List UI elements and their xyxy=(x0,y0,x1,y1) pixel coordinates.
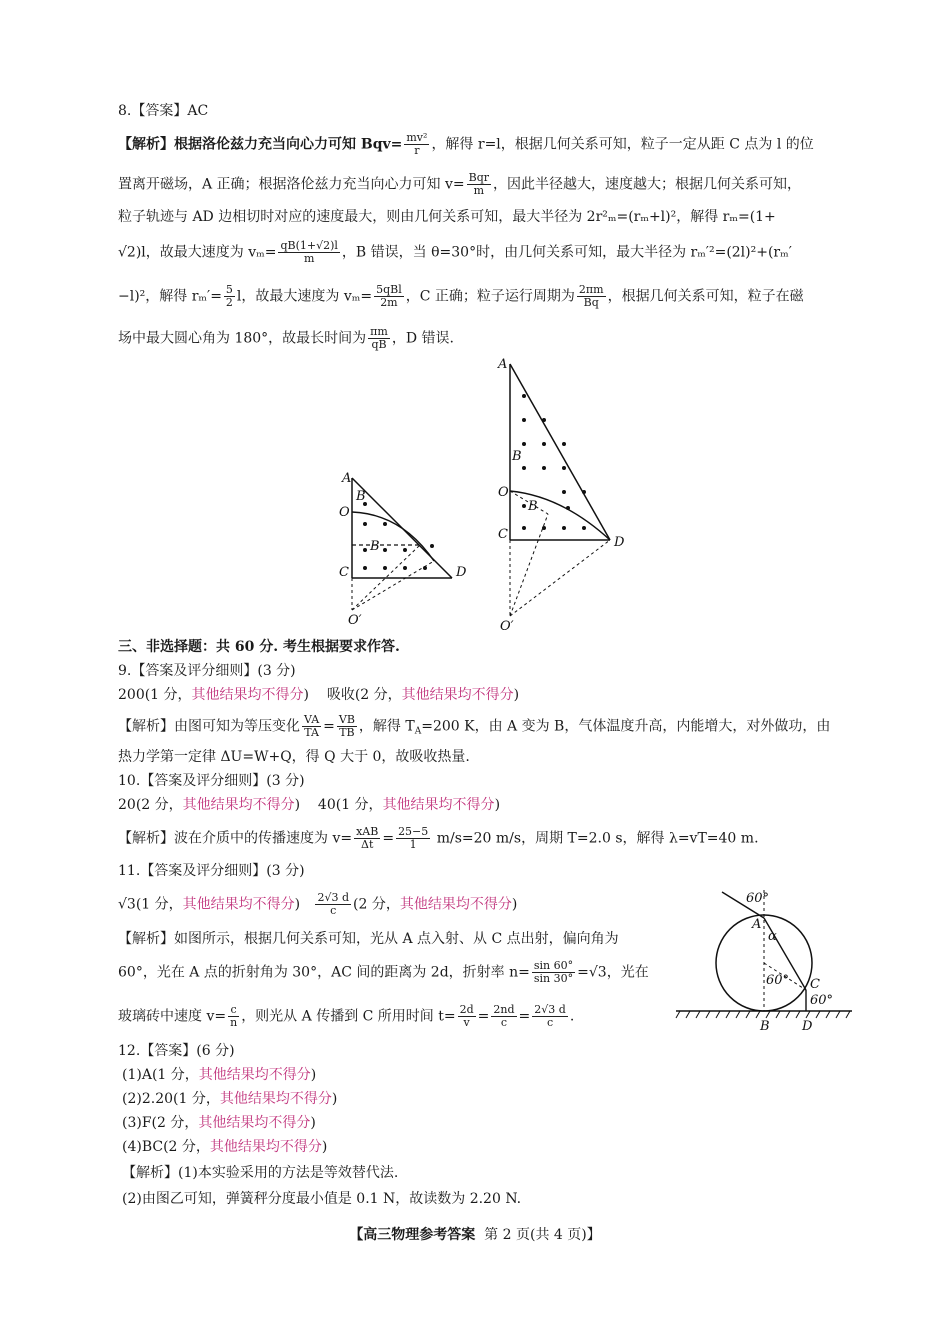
frac-2sqrt3d-c: $\frac{2√3 d}{c}$ xyxy=(317,891,350,917)
large-label-B2: B xyxy=(528,499,538,514)
q12-answer-1: (1)A(1 分，其他结果均不得分) xyxy=(122,1067,317,1083)
q8-line-5: −l)²，解得 rₘ′= $\frac{5}{2}$ l，故最大速度为 vₘ= 5qBl 2m ，C 正确；粒子运行周期为 $\frac{2\pi m}{Bq}$ ，根据几何关系可知，粒子在磁 xyxy=(118,283,804,309)
large-label-O: O xyxy=(498,485,509,500)
q9-heading: 9.【答案及评分细则】(3 分) xyxy=(118,663,296,679)
page-footer: 【高三物理参考答案 第 2 页(共 4 页)】 xyxy=(349,1227,601,1243)
q11-answers: √3(1 分，其他结果均不得分) $\frac{2√3 d}{c}$ (2 分，其他结果均不得分) xyxy=(118,891,518,917)
frac-5qbl-2m: 5qBl 2m xyxy=(376,283,402,309)
small-label-O: O xyxy=(339,505,350,520)
small-label-A: A xyxy=(342,471,352,486)
q8-figure-large xyxy=(492,356,632,636)
q11-figure xyxy=(676,880,856,1040)
q10-heading: 10.【答案及评分细则】(3 分) xyxy=(118,773,305,789)
q11-heading: 11.【答案及评分细则】(3 分) xyxy=(118,863,305,879)
large-label-O2: O′ xyxy=(500,619,514,634)
large-label-B: B xyxy=(512,449,522,464)
frac-xab-dt: xAB Δt xyxy=(356,825,379,851)
fig11-label-alpha: α xyxy=(768,929,777,944)
q8-line-2: 置离开磁场，A 正确；根据洛伦兹力充当向心力可知 v= Bqr m ，因此半径越大，速度越大；根据几何关系可知， xyxy=(118,171,802,197)
frac-mv2-r: $\frac{\text{mv²}}{r}$ xyxy=(406,131,428,157)
large-label-D: D xyxy=(614,535,625,550)
small-label-B2: B xyxy=(370,539,380,554)
q8-l1b: ，解得 r=l，根据几何关系可知，粒子一定从距 C 点为 l 的位 xyxy=(431,136,814,153)
q8-l1a: 【解析】根据洛伦兹力充当向心力可知 Bqv= xyxy=(118,136,403,153)
q10-line-1: 【解析】波在介质中的传播速度为 v= xAB Δt = $\frac{25-5}{1}$ m/s=20 m/s，周期 T=2.0 s，解得 λ=vT=40 m. xyxy=(118,825,759,851)
frac-sin: $\frac{\sin 60^\circ}{\sin 30^\circ}$ xyxy=(533,959,574,985)
q8-figure-small xyxy=(330,460,480,640)
frac-pim-qb: $\frac{\pi m}{qB}$ xyxy=(370,325,388,351)
small-label-D: D xyxy=(456,565,467,580)
q8-answer-heading: 8.【答案】AC xyxy=(118,103,209,119)
q8-line-1 xyxy=(118,132,814,157)
q8-line-4: √2)l，故最大速度为 vₘ= $\frac{qB(1+√2)l}{m}$ ，B 错误，当 θ=30°时，由几何关系可知，最大半径为 rₘ′²=(2l)²+(rₘ′ xyxy=(118,239,792,265)
fig11-label-60-out: 60° xyxy=(810,993,834,1008)
q12-explanation-2: (2)由图乙可知，弹簧秤分度最小值是 0.1 N，故读数为 2.20 N. xyxy=(122,1191,522,1207)
frac-2sqrt3d-c-2: $\frac{2√3 d}{c}$ xyxy=(534,1003,566,1029)
fig11-label-D: D xyxy=(802,1019,813,1034)
frac-2nd-c: $\frac{2nd}{c}$ xyxy=(493,1003,515,1029)
fig11-label-C: C xyxy=(810,977,820,992)
q8-line-3: 粒子轨迹与 AD 边相切时对应的速度最大，则由几何关系可知，最大半径为 2r²ₘ=(rₘ+l)²，解得 rₘ=(1+ xyxy=(118,209,776,225)
large-label-C: C xyxy=(498,527,508,542)
q10-answers: 20(2 分，其他结果均不得分) 40(1 分，其他结果均不得分) xyxy=(118,797,501,813)
q12-answer-2: (2)2.20(1 分，其他结果均不得分) xyxy=(122,1091,338,1107)
frac-2d-v: $\frac{2d}{v}$ xyxy=(459,1003,474,1029)
q12-answer-3: (3)F(2 分，其他结果均不得分) xyxy=(122,1115,316,1131)
q9-line-2: 热力学第一定律 ΔU=W+Q，得 Q 大于 0，故吸收热量. xyxy=(118,749,470,765)
q9-answers: 200(1 分，其他结果均不得分) 吸收(2 分，其他结果均不得分) xyxy=(118,687,520,703)
q12-answer-4: (4)BC(2 分，其他结果均不得分) xyxy=(122,1139,328,1155)
frac-25-5-1: $\frac{25-5}{1}$ xyxy=(398,825,429,851)
q11-line-1: 【解析】如图所示，根据几何关系可知，光从 A 点入射、从 C 点出射，偏向角为 xyxy=(118,931,619,947)
q12-heading: 12.【答案】(6 分) xyxy=(118,1043,235,1059)
fig11-label-60-top: 60° xyxy=(746,891,770,906)
q9-line-1: 【解析】由图可知为等压变化 $\frac{VA}{TA}$ = $\frac{VB}{TB}$ ，解得 $T_A=200$ K，由 A 变为 B，气体温度升高，内能增大，对外做功，由 xyxy=(118,713,831,739)
fig11-label-B: B xyxy=(760,1019,770,1034)
frac-5-2: $\frac{5}{2}$ xyxy=(225,283,233,309)
large-label-A: A xyxy=(498,357,508,372)
frac-c-n: $\frac{c}{n}$ xyxy=(230,1003,238,1029)
frac-vmax: $\frac{qB(1+√2)l}{m}$ xyxy=(280,239,338,265)
fig11-label-A: A xyxy=(752,917,762,932)
section-3-heading: 三、非选择题：共 60 分. 考生根据要求作答. xyxy=(118,639,400,655)
q12-explanation-1: 【解析】(1)本实验采用的方法是等效替代法. xyxy=(122,1165,399,1181)
fig11-label-60-inner: 60° xyxy=(766,973,790,988)
q11-line-3: 玻璃砖中速度 v= $\frac{c}{n}$ ，则光从 A 传播到 C 所用时间 t= $\frac{2d}{v}$ = $\frac{2nd}{c}$ = $\frac{2√3 d}{c}$ . xyxy=(118,1003,575,1029)
frac-vb-tb: $\frac{VB}{TB}$ xyxy=(338,713,355,739)
q11-line-2: 60°，光在 A 点的折射角为 30°，AC 间的距离为 2d，折射率 n= $\frac{\sin 60^\circ}{\sin 30^\circ}$ =√3，光在 xyxy=(118,959,649,985)
small-label-C: C xyxy=(339,565,349,580)
small-label-O2: O′ xyxy=(348,613,362,628)
q8-line-6: 场中最大圆心角为 180°，故最长时间为 $\frac{\pi m}{qB}$ ，D 错误. xyxy=(118,325,454,351)
frac-2pim-bq: $\frac{2\pi m}{Bq}$ xyxy=(578,283,604,309)
frac-bqr-m: Bqr m xyxy=(468,171,490,197)
small-label-B: B xyxy=(356,489,366,504)
frac-va-ta: $\frac{VA}{TA}$ xyxy=(304,713,320,739)
